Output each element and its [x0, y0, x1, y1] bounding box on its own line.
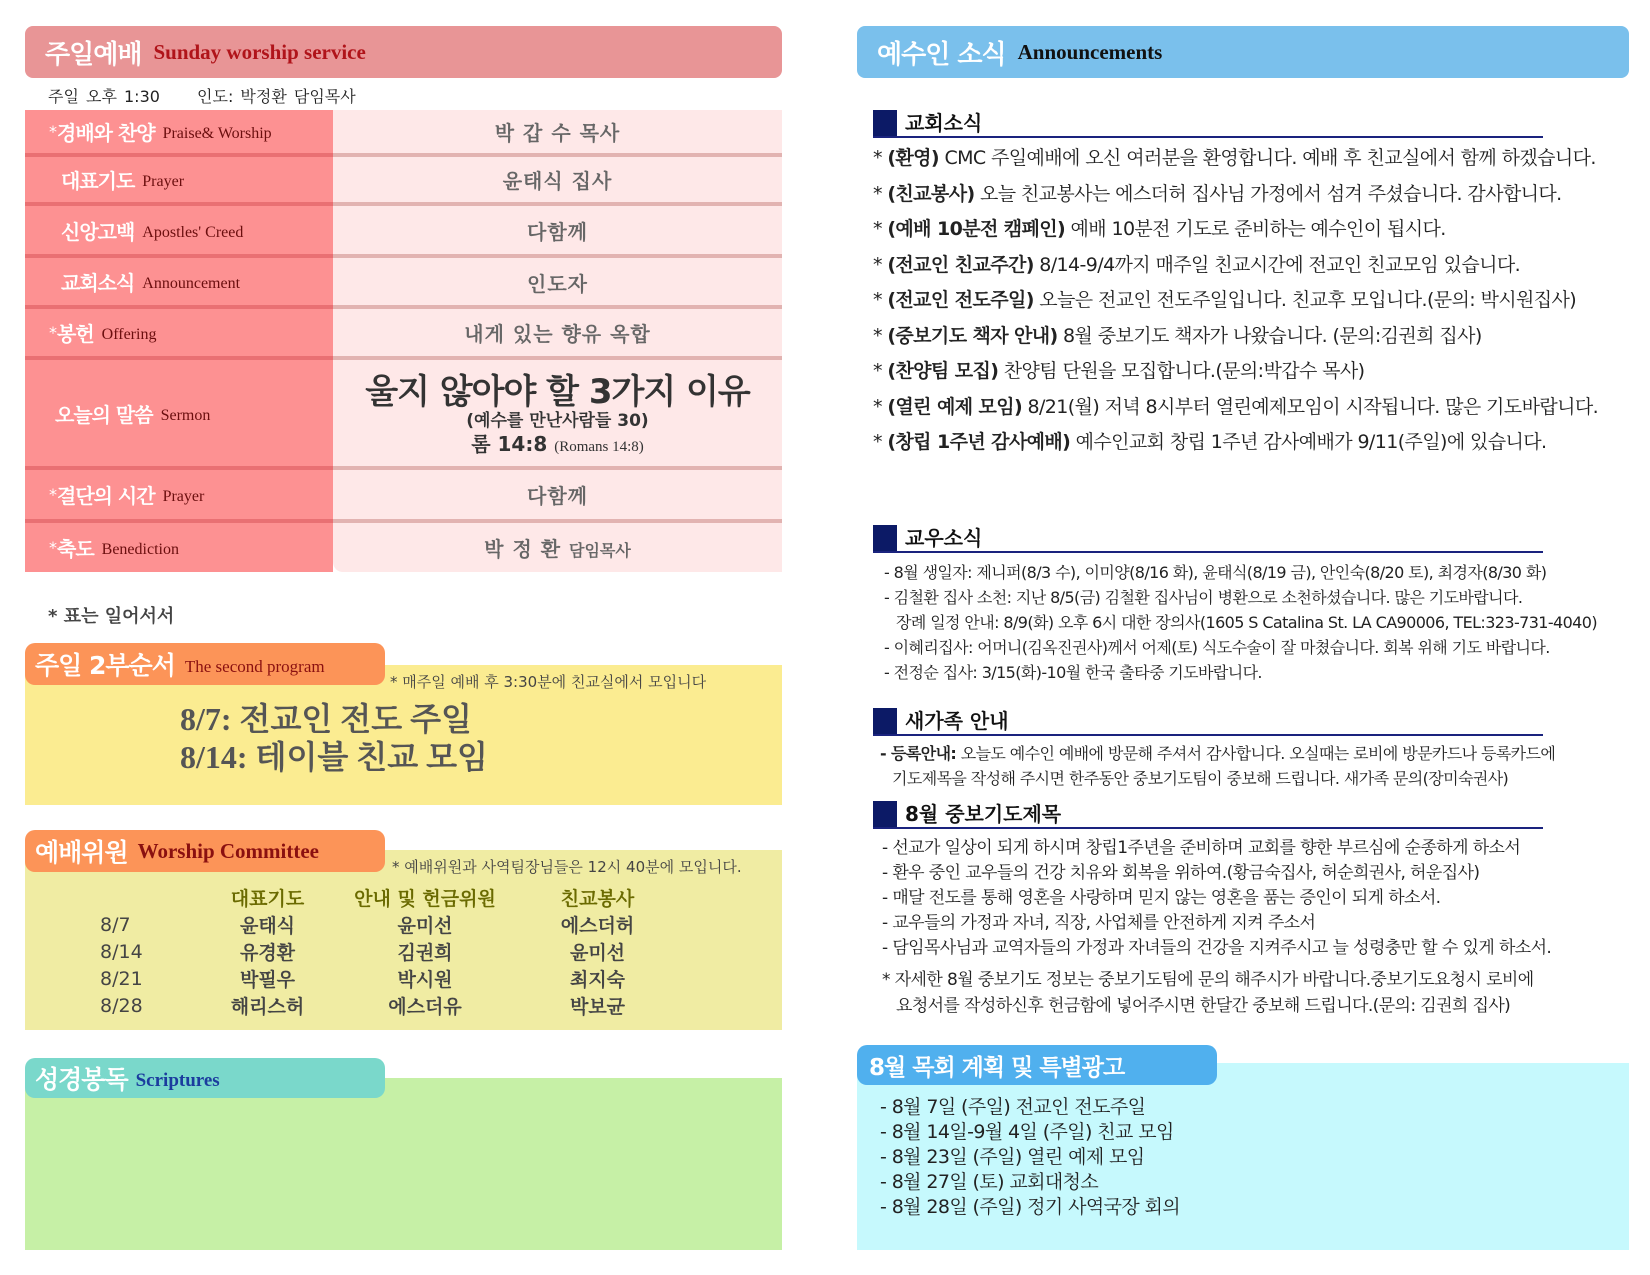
list-item: - 이혜리집사: 어머니(김옥진권사)께서 어제(토) 식도수술이 잘 마쳤습니다. 회복 위해 기도 바랍니다.	[884, 638, 1550, 657]
member-news-list	[884, 560, 1597, 685]
list-item: - 8월 23일 (주일) 열린 예제 모임	[880, 1146, 1145, 1168]
prayer-note: * 자세한 8월 중보기도 정보는 중보기도팀에 문의 해주시가 바랍니다.중보기도요청시 로비에 요청서를 작성하신후 헌금함에 넣어주시면 한달간 중보해 드립니다.(문의: 김권희 집사)	[882, 970, 1534, 1016]
section-marker-icon	[873, 525, 897, 551]
member-news-title: 교우소식	[873, 523, 1543, 553]
standing-note: * 표는 일어서서	[48, 606, 175, 627]
sermon-title: 울지 않아야 할 3가지 이유	[365, 371, 750, 412]
worship-time: 주일 오후 1:30	[48, 87, 160, 106]
committee-header-row: 대표기도 안내 및 헌금위원 친교봉사	[230, 887, 635, 910]
section-marker-icon	[873, 708, 897, 734]
list-item: - 8월 14일-9월 4일 (주일) 친교 모임	[880, 1121, 1174, 1143]
list-item: * (중보기도 책자 안내) 8월 중보기도 책자가 나왔습니다. (문의:김권희 집사)	[873, 324, 1482, 347]
list-item: - 교우들의 가정과 자녀, 직장, 사업체를 안전하게 지켜 주소서	[882, 913, 1316, 933]
list-item: - 8월 27일 (토) 교회대청소	[880, 1171, 1099, 1193]
order-row: * 축도 Benediction 박 정 환 담임목사	[25, 523, 782, 576]
list-item: * (전교인 친교주간) 8/14-9/4까지 매주일 친교시간에 전교인 친교모임 있습니다.	[873, 253, 1521, 276]
list-item: * (예배 10분전 캠페인) 예배 10분전 기도로 준비하는 예수인이 됩시다.	[873, 218, 1446, 240]
committee-note: * 예배위원과 사역팀장님들은 12시 40분에 모입니다.	[392, 858, 742, 876]
order-label: 오늘의 말씀	[55, 402, 153, 427]
second-program-item: 8/14: 테이블 친교 모임	[180, 739, 488, 775]
order-row: 대표기도 Prayer 윤태식 집사	[25, 157, 782, 206]
order-value: 다함께	[527, 219, 588, 244]
committee-table	[100, 883, 685, 1019]
table-row: 8/14 유경환 김권희 윤미선	[100, 940, 626, 964]
list-item: - 환우 중인 교우들의 건강 치유와 회복을 위하여.(황금숙집사, 허순희권사, 허운집사)	[882, 863, 1480, 883]
list-item: 장례 일정 안내: 8/9(화) 오후 6시 대한 장의사(1605 S Catalina St. LA CA90006, TEL:323-731-4040)	[896, 613, 1597, 632]
order-value: 인도자	[527, 272, 588, 296]
order-value: 내게 있는 향유 옥합	[464, 322, 651, 346]
order-value: 박 정 환 담임목사	[484, 537, 631, 561]
worship-title-ko: 주일예배	[45, 39, 142, 70]
second-program-note: * 매주일 예배 후 3:30분에 친교실에서 모입니다	[390, 673, 707, 691]
sermon-series: (예수를 만난사람들 30)	[466, 410, 649, 431]
list-item: - 매달 전도를 통해 영혼을 사랑하며 믿지 않는 영혼을 품는 증인이 되게 하소서.	[882, 888, 1441, 908]
list-item: - 8월 7일 (주일) 전교인 전도주일	[880, 1096, 1146, 1118]
list-item: - 선교가 일상이 되게 하시며 창립1주년을 준비하며 교회를 향한 부르심에 순종하게 하소서	[882, 838, 1521, 858]
order-value: 윤태식 집사	[502, 169, 613, 193]
plans-list	[880, 1095, 1180, 1220]
list-item: * (전교인 전도주일) 오늘은 전교인 전도주일입니다. 친교후 모입니다.(문의: 박시원집사)	[873, 289, 1577, 311]
church-news-list	[873, 144, 1598, 464]
list-item: - 8월 28일 (주일) 정기 사역국장 회의	[880, 1196, 1181, 1218]
order-row: * 결단의 시간 Prayer 다함께	[25, 470, 782, 523]
section-marker-icon	[873, 801, 897, 827]
order-value: 다함께	[527, 484, 588, 508]
announcements-header: 예수인 소식 Announcements	[857, 26, 1629, 78]
scriptures-panel	[25, 1078, 782, 1250]
order-label: 신앙고백	[61, 219, 135, 244]
sermon-scripture: 롬 14:8 (Romans 14:8)	[471, 431, 644, 456]
order-label: 경배와 찬양	[57, 121, 155, 145]
order-label: 결단의 시간	[57, 484, 155, 508]
church-news-title: 교회소식	[873, 108, 1543, 138]
new-family-info: - 등록안내: 오늘도 예수인 예배에 방문해 주셔서 감사합니다. 오실때는 로비에 방문카드나 등록카드에 기도제목을 작성해 주시면 한주동안 중보기도팀이 중보해 드립니다. 새가족 문의(장미숙권사)	[880, 744, 1556, 788]
order-value: 박 갑 수 목사	[494, 121, 621, 145]
worship-title-en: Sunday worship service	[153, 39, 366, 64]
order-row: * 봉헌 Offering 내게 있는 향유 옥합	[25, 309, 782, 360]
order-label: 대표기도	[61, 169, 135, 193]
order-label: 봉헌	[57, 322, 94, 346]
order-row: * 경배와 찬양 Praise& Worship 박 갑 수 목사	[25, 110, 782, 157]
table-row: 8/7 윤태식 윤미선 에스더허	[100, 913, 635, 937]
list-item: - 전정순 집사: 3/15(화)-10월 한국 출타중 기도바랍니다.	[884, 663, 1262, 682]
table-row: 8/28 해리스허 에스더유 박보균	[100, 994, 626, 1018]
new-family-title: 새가족 안내	[873, 706, 1543, 736]
order-of-service	[25, 110, 782, 592]
list-item: * (창립 1주년 감사예배) 예수인교회 창립 1주년 감사예배가 9/11(주일)에 있습니다.	[873, 431, 1547, 453]
scriptures-header: 성경봉독 Scriptures	[25, 1058, 385, 1098]
second-program-item: 8/7: 전교인 전도 주일	[180, 701, 472, 737]
worship-info	[48, 84, 386, 107]
list-item: * (열린 예제 모임) 8/21(월) 저녁 8시부터 열린예제모임이 시작됩니다. 많은 기도바랍니다.	[873, 395, 1599, 418]
order-label: 교회소식	[61, 271, 135, 295]
list-item: - 김철환 집사 소천: 지난 8/5(금) 김철환 집사님이 병환으로 소천하셨습니다. 많은 기도바랍니다.	[884, 588, 1523, 607]
list-item: * (환영) CMC 주일예배에 오신 여러분을 환영합니다. 예배 후 친교실에서 함께 하겠습니다.	[873, 147, 1596, 169]
committee-header: 예배위원 Worship Committee	[25, 830, 385, 872]
order-label: 축도	[57, 537, 94, 561]
worship-leader: 인도: 박정환 담임목사	[197, 87, 356, 106]
list-item: - 8월 생일자: 제니퍼(8/3 수), 이미양(8/16 화), 윤태식(8/19 금), 안인숙(8/20 토), 최경자(8/30 화)	[884, 563, 1547, 582]
plans-header: 8월 목회 계획 및 특별광고	[857, 1045, 1217, 1085]
section-marker-icon	[873, 110, 897, 136]
order-row-sermon: 오늘의 말씀 Sermon 울지 않아야 할 3가지 이유 (예수를 만난사람들 30) 롬 14:8 (Romans 14:8)	[25, 360, 782, 470]
second-program-list	[180, 700, 488, 776]
list-item: * (친교봉사) 오늘 친교봉사는 에스더허 집사님 가정에서 섬겨 주셨습니다. 감사합니다.	[873, 182, 1562, 205]
table-row: 8/21 박필우 박시원 최지숙	[100, 967, 626, 991]
list-item: - 담임목사님과 교역자들의 가정과 자녀들의 건강을 지켜주시고 늘 성령충만 할 수 있게 하소서.	[882, 938, 1552, 958]
prayer-topics-title: 8월 중보기도제목	[873, 799, 1543, 829]
second-program-header: 주일 2부순서 The second program	[25, 643, 385, 685]
order-row: 신앙고백 Apostles' Creed 다함께	[25, 206, 782, 258]
worship-header	[25, 26, 782, 78]
list-item: * (찬양팀 모집) 찬양팀 단원을 모집합니다.(문의:박갑수 목사)	[873, 360, 1365, 382]
order-row: 교회소식 Announcement 인도자	[25, 258, 782, 309]
prayer-topics-list	[882, 836, 1551, 961]
